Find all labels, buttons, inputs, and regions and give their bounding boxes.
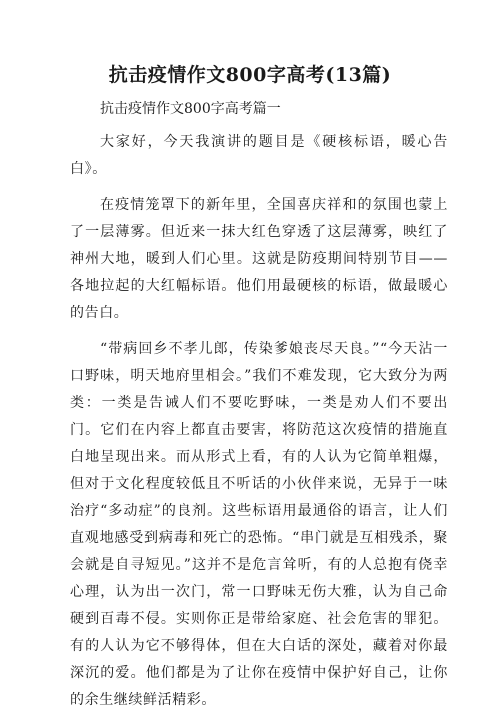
paragraph-2: 在疫情笼罩下的新年里，全国喜庆祥和的氛围也蒙上了一层薄雾。但近来一抹大红色穿透了这层薄雾，映红了神州大地，暖到人们心里。这就是防疫期间特别节目——各地拉起的大红幅标语。他们用最硬核的标语，做最暖心的告白。 <box>70 197 448 321</box>
section-heading: 抗击疫情作文800字高考篇一 <box>100 101 281 117</box>
paragraph-3: “带病回乡不孝儿郎，传染爹娘丧尽天良。”“今天沾一口野味，明天地府里相会。”我们不难发现，它大致分为两类：一类是告诫人们不要吃野味，一类是劝人们不要出门。它们在内容上都直击要害，将防范这次疫情的措施直白地呈现出来。而从形式上看，有的人认为它简单粗爆，但对于文化程度较低且不听话的小伙伴来说，无异于一味治疗“多动症”的良剂。这些标语用最通俗的语言，让人们直观地感受到病毒和死亡的恐怖。“串门就是互相残杀，聚会就是自寻短见。”这并不是危言耸听，有的人总抱有侥幸心理，认为出一次门，常一口野味无伤大雅，认为自己命硬到百毒不侵。实则你正是带给家庭、社会危害的罪犯。有的人认为它不够得体，但在大白话的深处，藏着对你最深沉的爱。他们都是为了让你在疫情中保护好自己，让你的余生继续鲜活精彩。 <box>70 341 448 708</box>
paragraph-1: 大家好，今天我演讲的题目是《硬核标语，暖心告白》。 <box>70 134 448 177</box>
document-title: 抗击疫情作文800字高考(13篇) <box>108 64 392 86</box>
